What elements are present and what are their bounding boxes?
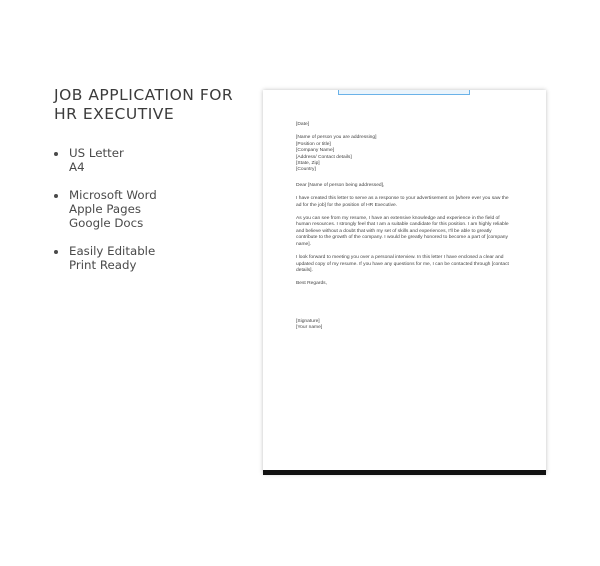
address-line: [Name of person you are addressing] (296, 135, 377, 141)
letter-date: [Date] (296, 122, 310, 127)
template-title-line-2: HR EXECUTIVE (54, 105, 175, 123)
letter-closing: Best Regards, (296, 281, 327, 287)
bullet-icon (54, 152, 58, 156)
feature-item: A4 (69, 160, 85, 174)
letter-paragraph: I look forward to meeting you over a personal interview. In this letter I have enclosed a clear and updated copy of my resume. If you have any questions for me, I can be contacted through [contact details]. (296, 255, 509, 273)
file-format-list (54, 188, 244, 230)
feature-item: Microsoft Word (69, 188, 157, 202)
address-line: [Country] (296, 167, 316, 173)
document-top-accent (338, 90, 470, 95)
feature-list (54, 244, 244, 272)
letter-body (296, 122, 514, 332)
template-title (54, 86, 244, 124)
feature-item: Apple Pages (69, 202, 142, 216)
letter-salutation: Dear [Name of person being addressed], (296, 182, 385, 188)
address-line: [State, Zip] (296, 161, 320, 167)
document-bottom-bar (263, 470, 546, 475)
address-line: [Company Name] (296, 148, 335, 154)
letter-paragraph: As you can see from my resume, I have an extensive knowledge and experience in the field of human resources. I strongly feel that I am a suitable candidate for this position. I am highly reliable and believe without a doubt that with my set of skills and experiences, I'll be able to greatly contribute to the growth of the company. I would be greatly honored to become a part of [company name]. (296, 216, 509, 247)
bullet-icon (54, 250, 58, 254)
letter-paragraph: I have created this letter to serve as a response to your advertisement on [where ever you saw the ad for the job] for the position of HR Executive. (296, 196, 509, 208)
bullet-icon (54, 194, 58, 198)
paper-size-list (54, 146, 244, 174)
letter-signature: [Signature] (296, 318, 320, 324)
feature-item: Easily Editable (69, 244, 156, 258)
feature-item: Google Docs (69, 216, 144, 230)
template-title-line-1: JOB APPLICATION FOR (54, 86, 234, 104)
template-info-panel (54, 86, 244, 272)
address-line: [Position or title] (296, 141, 331, 147)
recipient-address (296, 135, 514, 173)
feature-item: Print Ready (69, 258, 137, 272)
address-line: [Address/ Contact details] (296, 154, 352, 160)
letter-sender-name: [Your name] (296, 325, 323, 331)
feature-item: US Letter (69, 146, 124, 160)
